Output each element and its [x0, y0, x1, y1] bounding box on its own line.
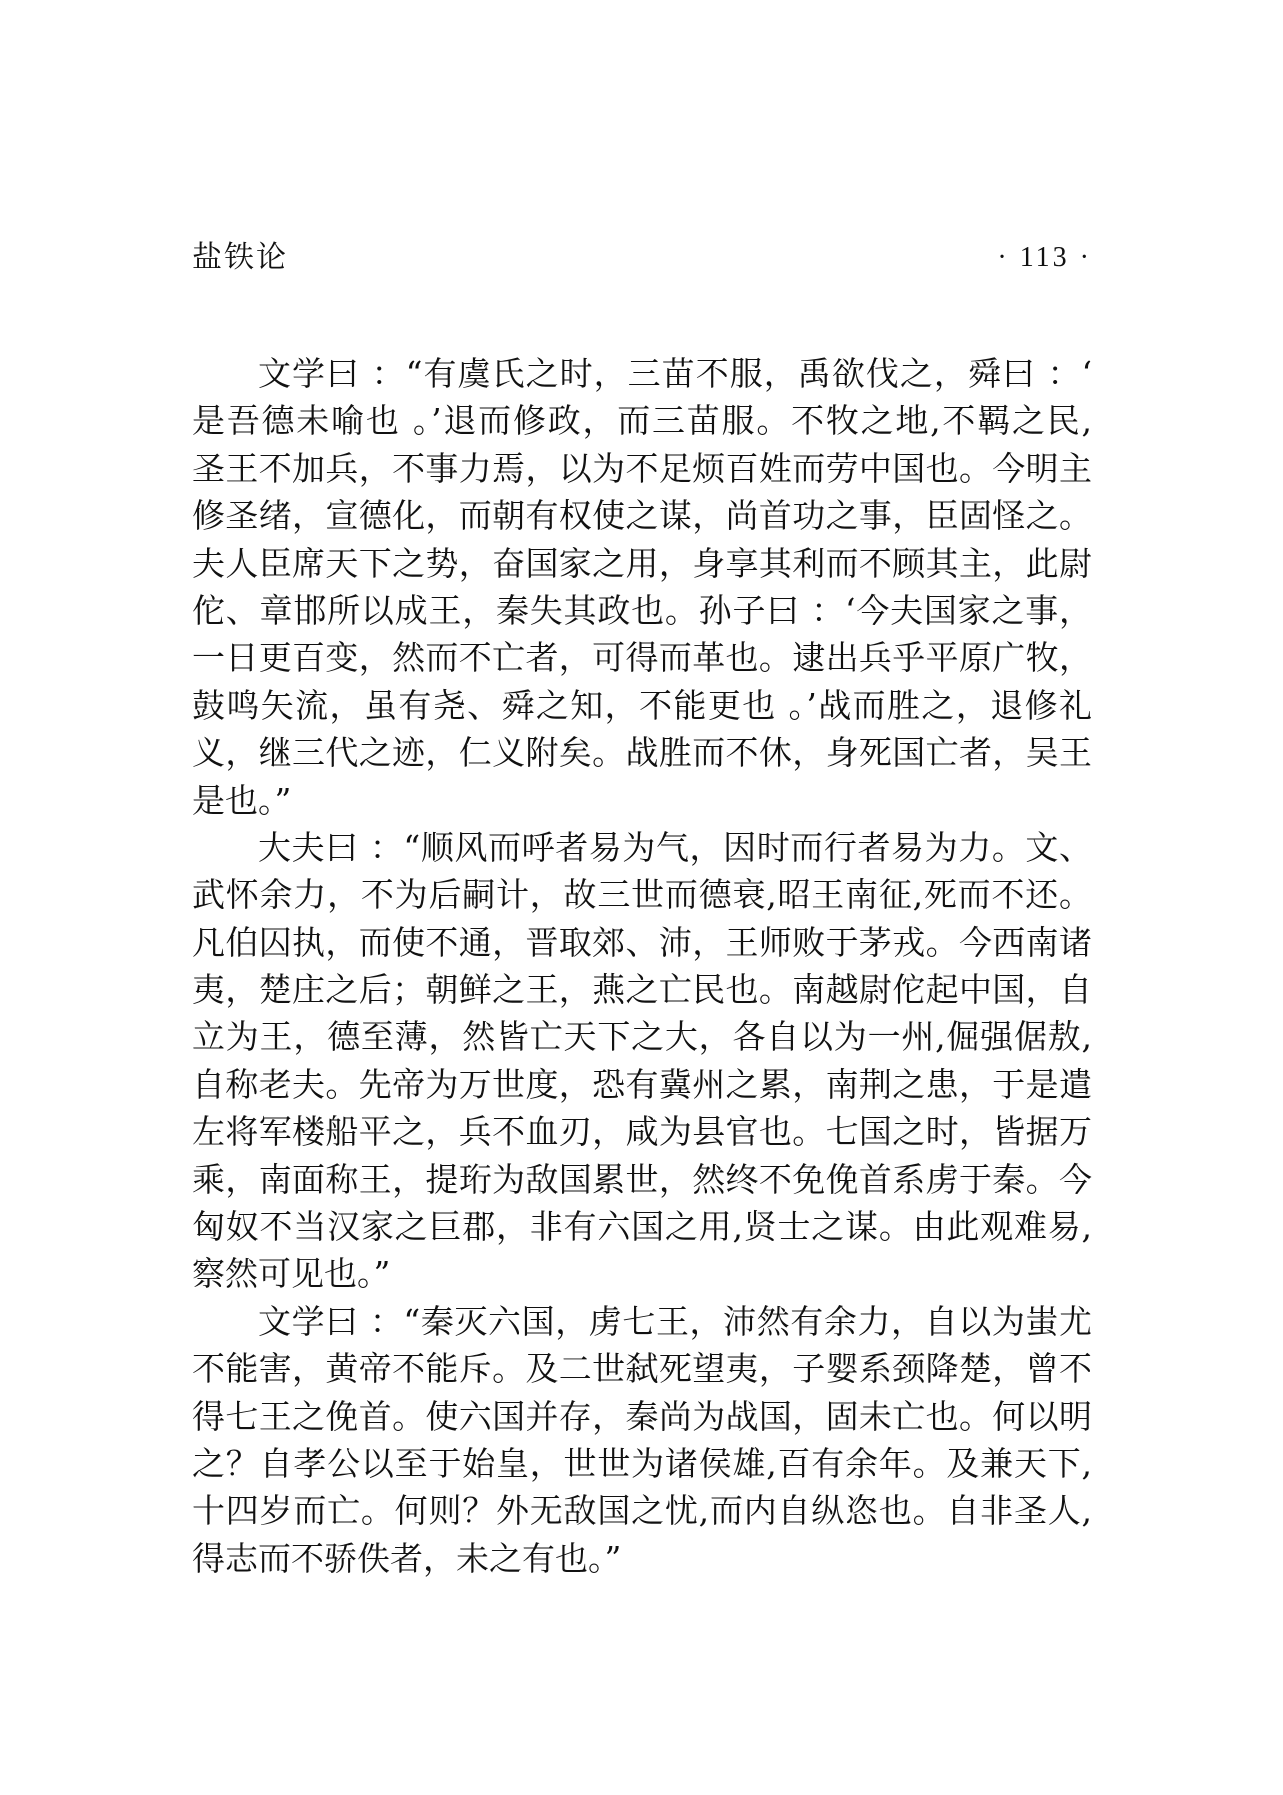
text-line: 是吾德未喻也 。’退而修政，而三苗服。不牧之地,不羁之民,	[192, 401, 1092, 441]
text-line: 十四岁而亡。何则？外无敌国之忧,而内自纵恣也。自非圣人,	[192, 1491, 1092, 1531]
text-line: 义，继三代之迹，仁义附矣。战胜而不休，身死国亡者，吴王	[192, 733, 1092, 773]
text-line: 圣王不加兵，不事力焉，以为不足烦百姓而劳中国也。今明主	[192, 448, 1092, 488]
paragraph-dafu	[192, 824, 1092, 1298]
text-line: 夷，楚庄之后；朝鲜之王，燕之亡民也。南越尉佗起中国，自	[192, 970, 1092, 1010]
text-line: 佗、章邯所以成王，秦失其政也。孙子曰 ：‘今夫国家之事，	[192, 590, 1092, 630]
text-line: 得七王之俛首。使六国并存，秦尚为战国，固未亡也。何以明	[192, 1396, 1092, 1436]
text-line: 察然可见也。”	[192, 1254, 391, 1294]
text-line: 得志而不骄佚者，未之有也。”	[192, 1538, 622, 1578]
text-line: 之？自孝公以至于始皇，世世为诸侯雄,百有余年。及兼天下,	[192, 1443, 1092, 1483]
text-line: 自称老夫。先帝为万世度，恐有冀州之累，南荆之患，于是遣	[192, 1064, 1092, 1104]
text-body	[192, 350, 1092, 1582]
text-line: 武怀余力，不为后嗣计，故三世而德衰,昭王南征,死而不还。	[192, 875, 1092, 915]
text-line: 大夫曰 ：“顺风而呼者易为气，因时而行者易为力。文、	[258, 827, 1092, 867]
text-line: 立为王，德至薄，然皆亡天下之大，各自以为一州,倔强倨敖,	[192, 1017, 1092, 1057]
text-line: 乘，南面称王，提珩为敌国累世，然终不免俛首系虏于秦。今	[192, 1159, 1092, 1199]
page-header	[192, 236, 1092, 280]
paragraph-wenxue-2	[192, 1298, 1092, 1582]
text-line: 夫人臣席天下之势，奋国家之用，身享其利而不顾其主，此尉	[192, 543, 1092, 583]
book-title: 盐铁论	[192, 240, 288, 275]
page-number: · 113 ·	[997, 242, 1092, 273]
text-line: 鼓鸣矢流，虽有尧、舜之知，不能更也 。’战而胜之，退修礼	[192, 685, 1092, 725]
text-line: 匈奴不当汉家之巨郡，非有六国之用,贤士之谋。由此观难易,	[192, 1207, 1092, 1247]
text-line: 不能害，黄帝不能斥。及二世弑死望夷，子婴系颈降楚，曾不	[192, 1349, 1092, 1389]
text-line: 是也。”	[192, 780, 292, 820]
text-line: 凡伯囚执，而使不通，晋取郊、沛，王师败于茅戎。今西南诸	[192, 922, 1092, 962]
text-line: 文学曰 ：“有虞氏之时，三苗不服，禹欲伐之，舜曰 ：‘	[258, 354, 1092, 393]
text-line: 左将军楼船平之，兵不血刃，咸为县官也。七国之时，皆据万	[192, 1112, 1092, 1152]
text-line: 修圣绪，宣德化，而朝有权使之谋，尚首功之事，臣固怪之。	[192, 496, 1092, 536]
text-line: 一日更百变，然而不亡者，可得而革也。逮出兵乎平原广牧，	[192, 638, 1092, 678]
text-line: 文学曰 ：“秦灭六国，虏七王，沛然有余力，自以为蚩尤	[258, 1301, 1092, 1341]
paragraph-wenxue-1	[192, 350, 1092, 824]
